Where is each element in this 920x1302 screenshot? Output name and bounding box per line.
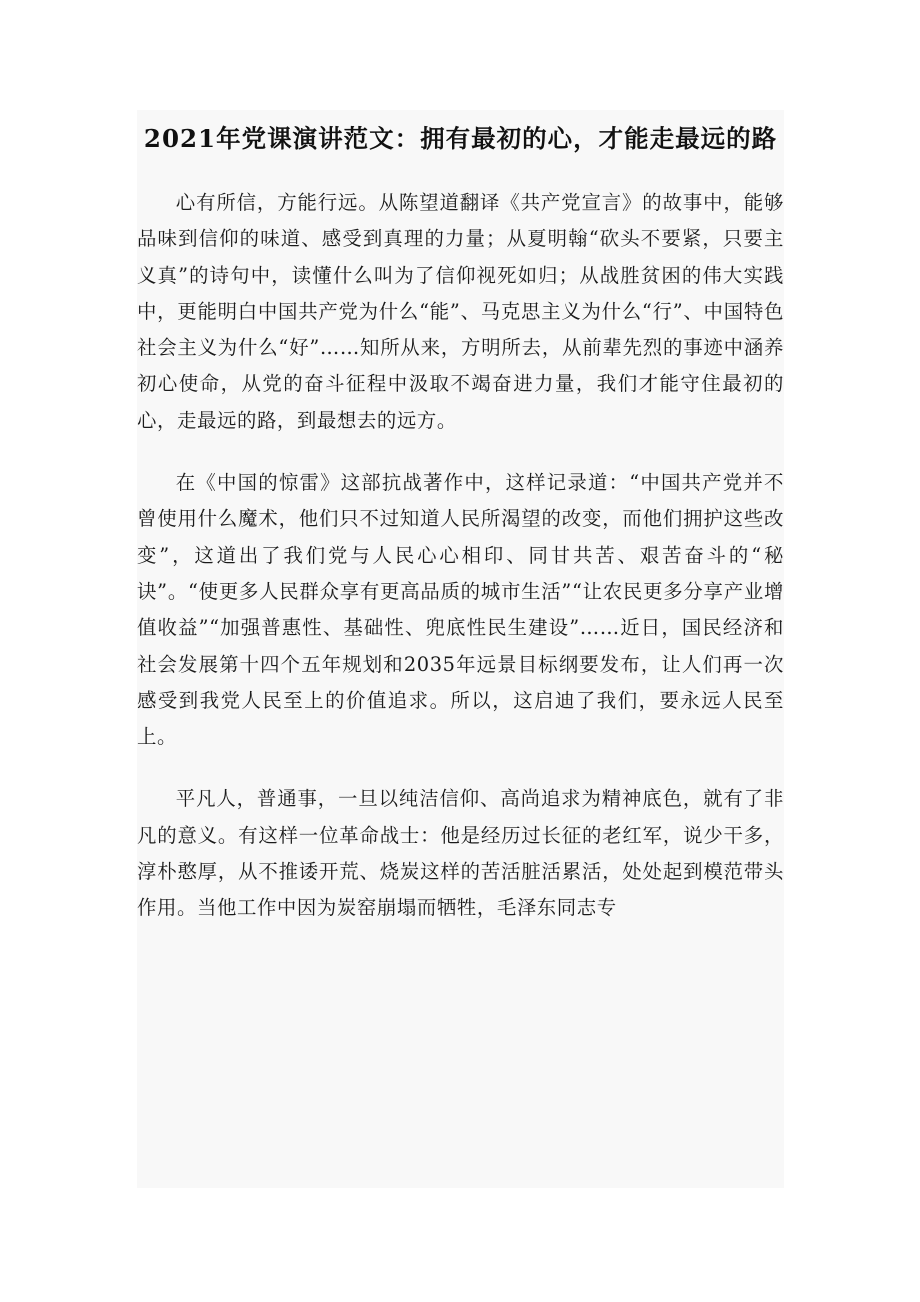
paragraph: 在《中国的惊雷》这部抗战著作中，这样记录道：“中国共产党并不曾使用什么魔术，他们只不过知道人民所渴望的改变，而他们拥护这些改变”，这道出了我们党与人民心心相印、同甘共苦、艰苦奋斗的“秘诀”。“使更多人民群众享有更高品质的城市生活”“让农民更多分享产业增值收益”“加强普惠性、基础性、兜底性民生建设”……近日，国民经济和社会发展第十四个五年规划和2035年远景目标纲要发布，让人们再一次感受到我党人民至上的价值追求。所以，这启迪了我们，要永远人民至上。 xyxy=(137,471,784,749)
document-title: 2021年党课演讲范文：拥有最初的心，才能走最远的路 xyxy=(143,124,778,153)
paragraph: 平凡人，普通事，一旦以纯洁信仰、高尚追求为精神底色，就有了非凡的意义。有这样一位革命战士：他是经历过长征的老红军，说少干多，淳朴憨厚，从不推诿开荒、烧炭这样的苦活脏活累活，处处起到模范带头作用。当他工作中因为炭窑崩塌而牺牲，毛泽东同志专 xyxy=(137,787,784,920)
paragraph: 心有所信，方能行远。从陈望道翻译《共产党宣言》的故事中，能够品味到信仰的味道、感受到真理的力量；从夏明翰“砍头不要紧，只要主义真”的诗句中，读懂什么叫为了信仰视死如归；从战胜贫困的伟大实践中，更能明白中国共产党为什么“能”、马克思主义为什么“行”、中国特色社会主义为什么“好”……知所从来，方明所去，从前辈先烈的事迹中涵养初心使命，从党的奋斗征程中汲取不竭奋进力量，我们才能守住最初的心，走最远的路，到最想去的远方。 xyxy=(137,191,784,432)
document-page xyxy=(137,110,784,1188)
